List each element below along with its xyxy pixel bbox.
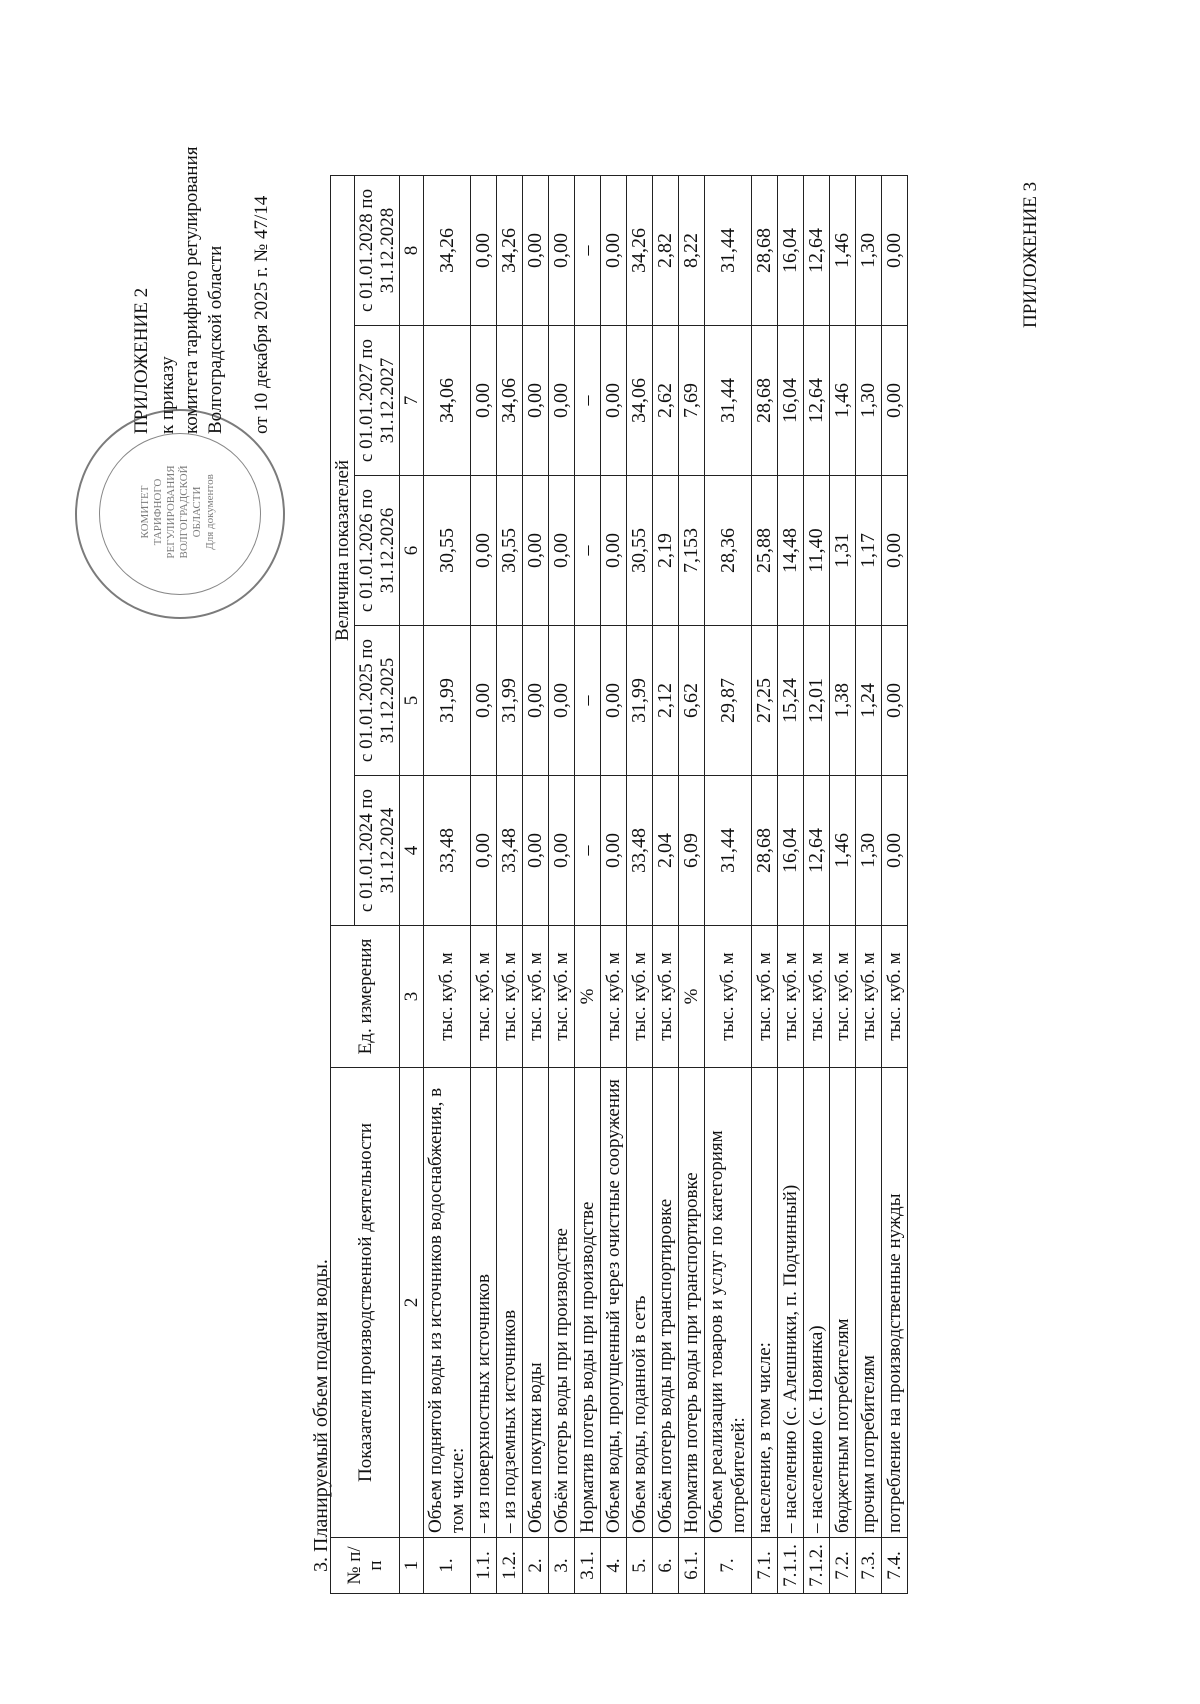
row-number: 3.	[549, 1538, 575, 1594]
row-unit: тыс. куб. м	[705, 926, 752, 1068]
row-value: 30,55	[497, 476, 523, 626]
row-unit: тыс. куб. м	[471, 926, 497, 1068]
row-label: Объем воды, пропущенный через очистные сооружения	[601, 1068, 627, 1538]
row-value: 29,87	[705, 626, 752, 776]
row-value: 27,25	[752, 626, 778, 776]
table-row	[424, 175, 471, 1593]
row-value: 31,44	[705, 175, 752, 325]
header-num: № п/п	[331, 1538, 400, 1594]
row-value: 28,68	[752, 326, 778, 476]
row-value: 0,00	[523, 326, 549, 476]
row-unit: тыс. куб. м	[549, 926, 575, 1068]
row-value: 2,04	[653, 776, 679, 926]
header-period: с 01.01.2027 по 31.12.2027	[355, 326, 400, 476]
row-unit: тыс. куб. м	[830, 926, 856, 1068]
row-value: 34,06	[497, 326, 523, 476]
table-row	[653, 175, 679, 1593]
row-unit: %	[575, 926, 601, 1068]
row-label: Объём потерь воды при производстве	[549, 1068, 575, 1538]
row-value: 1,30	[856, 326, 882, 476]
header-unit: Ед. измерения	[331, 926, 400, 1068]
row-value: 12,64	[804, 326, 830, 476]
row-value: 0,00	[549, 476, 575, 626]
table-row	[778, 175, 804, 1593]
row-value: 0,00	[471, 175, 497, 325]
row-label: Норматив потерь воды при транспортировке	[679, 1068, 705, 1538]
row-value: 34,26	[627, 175, 653, 325]
header-period: с 01.01.2028 по 31.12.2028	[355, 175, 400, 325]
seal-line: ОБЛАСТИ	[191, 486, 203, 538]
row-value: 0,00	[471, 476, 497, 626]
row-value: 1,46	[830, 175, 856, 325]
row-value: 2,12	[653, 626, 679, 776]
row-number: 7.	[705, 1538, 752, 1594]
row-number: 7.1.1.	[778, 1538, 804, 1594]
row-value: 31,44	[705, 326, 752, 476]
row-value: 28,68	[752, 175, 778, 325]
row-value: 0,00	[882, 175, 908, 325]
seal-line: КОМИТЕТ	[139, 485, 151, 539]
row-unit: тыс. куб. м	[882, 926, 908, 1068]
approval-block	[130, 134, 274, 434]
header-indicator: Показатели производственной деятельности	[331, 1068, 400, 1538]
row-label: потребление на производственные нужды	[882, 1068, 908, 1538]
row-unit: тыс. куб. м	[653, 926, 679, 1068]
table-row	[627, 175, 653, 1593]
row-value: 33,48	[424, 776, 471, 926]
row-value: 34,06	[424, 326, 471, 476]
col-number: 3	[400, 926, 424, 1068]
row-value: 16,04	[778, 175, 804, 325]
row-unit: тыс. куб. м	[497, 926, 523, 1068]
row-value: 7,69	[679, 326, 705, 476]
table-row	[601, 175, 627, 1593]
row-value: 34,06	[627, 326, 653, 476]
row-value: 34,26	[424, 175, 471, 325]
row-unit: тыс. куб. м	[778, 926, 804, 1068]
row-label: бюджетным потребителям	[830, 1068, 856, 1538]
table-row	[882, 175, 908, 1593]
row-value: 30,55	[627, 476, 653, 626]
row-label: Объем поднятой воды из источников водоснабжения, в том числе:	[424, 1068, 471, 1538]
header-values-group: Величина показателей	[331, 175, 355, 925]
row-number: 1.1.	[471, 1538, 497, 1594]
row-value: 0,00	[549, 626, 575, 776]
col-number: 5	[400, 626, 424, 776]
table-row	[523, 175, 549, 1593]
approval-line-3: Волгоградской области	[205, 245, 226, 434]
row-number: 7.2.	[830, 1538, 856, 1594]
row-value: 1,38	[830, 626, 856, 776]
row-value: 0,00	[601, 476, 627, 626]
row-value: 1,17	[856, 476, 882, 626]
row-unit: %	[679, 926, 705, 1068]
row-unit: тыс. куб. м	[627, 926, 653, 1068]
row-value: 0,00	[549, 175, 575, 325]
table-row	[549, 175, 575, 1593]
row-number: 2.	[523, 1538, 549, 1594]
row-value: 31,99	[497, 626, 523, 776]
seal-line: РЕГУЛИРОВАНИЯ	[165, 465, 177, 559]
header-period: с 01.01.2024 по 31.12.2024	[355, 776, 400, 926]
row-unit: тыс. куб. м	[752, 926, 778, 1068]
row-value: 1,24	[856, 626, 882, 776]
row-number: 7.1.	[752, 1538, 778, 1594]
row-value: 0,00	[549, 326, 575, 476]
row-number: 4.	[601, 1538, 627, 1594]
table-row	[471, 175, 497, 1593]
approval-date: от 10 декабря 2025 г. № 47/14	[251, 195, 272, 434]
row-value: 0,00	[882, 626, 908, 776]
row-value: –	[575, 626, 601, 776]
row-value: 0,00	[523, 626, 549, 776]
approval-line-2: комитета тарифного регулирования	[181, 146, 202, 434]
row-value: 0,00	[882, 326, 908, 476]
row-number: 7.1.2.	[804, 1538, 830, 1594]
row-value: 1,46	[830, 776, 856, 926]
row-value: 7,153	[679, 476, 705, 626]
row-value: 28,36	[705, 476, 752, 626]
col-number: 4	[400, 776, 424, 926]
row-value: 0,00	[523, 776, 549, 926]
table-row	[497, 175, 523, 1593]
row-label: – из подземных источников	[497, 1068, 523, 1538]
row-unit: тыс. куб. м	[804, 926, 830, 1068]
table-row	[679, 175, 705, 1593]
row-value: 12,64	[804, 175, 830, 325]
row-value: 0,00	[523, 476, 549, 626]
header-period: с 01.01.2026 по 31.12.2026	[355, 476, 400, 626]
row-value: 6,62	[679, 626, 705, 776]
row-value: 0,00	[471, 326, 497, 476]
row-number: 5.	[627, 1538, 653, 1594]
row-number: 3.1.	[575, 1538, 601, 1594]
row-label: Объём потерь воды при транспортировке	[653, 1068, 679, 1538]
seal-line: ВОЛГОГРАДСКОЙ	[178, 465, 190, 559]
row-unit: тыс. куб. м	[523, 926, 549, 1068]
table-row	[575, 175, 601, 1593]
row-value: 1,30	[856, 175, 882, 325]
row-value: 0,00	[549, 776, 575, 926]
table-row	[804, 175, 830, 1593]
col-number: 1	[400, 1538, 424, 1594]
row-label: Объем реализации товаров и услуг по категориям потребителей:	[705, 1068, 752, 1538]
col-number: 7	[400, 326, 424, 476]
row-value: 31,99	[424, 626, 471, 776]
row-value: 30,55	[424, 476, 471, 626]
row-value: 2,82	[653, 175, 679, 325]
table-row	[752, 175, 778, 1593]
row-value: 33,48	[497, 776, 523, 926]
row-value: 1,46	[830, 326, 856, 476]
row-label: прочим потребителям	[856, 1068, 882, 1538]
table-row	[830, 175, 856, 1593]
landscape-content	[0, 104, 1100, 1704]
row-value: –	[575, 175, 601, 325]
row-number: 1.	[424, 1538, 471, 1594]
row-value: 16,04	[778, 776, 804, 926]
next-annex-label: ПРИЛОЖЕНИЕ 3	[1020, 181, 1041, 328]
col-number: 8	[400, 175, 424, 325]
row-value: 0,00	[471, 626, 497, 776]
row-value: 8,22	[679, 175, 705, 325]
table-row	[856, 175, 882, 1593]
row-number: 6.1.	[679, 1538, 705, 1594]
row-value: 0,00	[601, 175, 627, 325]
row-value: 1,31	[830, 476, 856, 626]
row-value: 33,48	[627, 776, 653, 926]
row-number: 1.2.	[497, 1538, 523, 1594]
section-title: 3. Планируемый объем подачи воды.	[310, 1259, 332, 1572]
water-supply-table	[330, 175, 908, 1594]
row-value: 0,00	[601, 776, 627, 926]
header-period: с 01.01.2025 по 31.12.2025	[355, 626, 400, 776]
row-value: 28,68	[752, 776, 778, 926]
row-value: 0,00	[601, 626, 627, 776]
row-value: 1,30	[856, 776, 882, 926]
row-value: 16,04	[778, 326, 804, 476]
row-value: 31,99	[627, 626, 653, 776]
row-label: Объем воды, поданной в сеть	[627, 1068, 653, 1538]
row-value: –	[575, 476, 601, 626]
row-value: 6,09	[679, 776, 705, 926]
row-number: 6.	[653, 1538, 679, 1594]
row-label: – населению (с. Алешники, п. Подчинный)	[778, 1068, 804, 1538]
row-value: 11,40	[804, 476, 830, 626]
row-value: 2,62	[653, 326, 679, 476]
official-seal	[75, 409, 285, 619]
row-value: 12,64	[804, 776, 830, 926]
row-value: 0,00	[523, 175, 549, 325]
row-unit: тыс. куб. м	[856, 926, 882, 1068]
row-number: 7.4.	[882, 1538, 908, 1594]
row-value: 34,26	[497, 175, 523, 325]
row-label: – населению (с. Новинка)	[804, 1068, 830, 1538]
row-value: 0,00	[471, 776, 497, 926]
row-value: 12,01	[804, 626, 830, 776]
row-value: 0,00	[882, 776, 908, 926]
row-number: 7.3.	[856, 1538, 882, 1594]
seal-line: Для документов	[204, 474, 216, 550]
header-row-1	[331, 175, 355, 1593]
seal-center-text	[139, 452, 217, 572]
row-value: 2,19	[653, 476, 679, 626]
row-value: 0,00	[882, 476, 908, 626]
row-label: – из поверхностных источников	[471, 1068, 497, 1538]
row-label: Норматив потерь воды при производстве	[575, 1068, 601, 1538]
row-value: 25,88	[752, 476, 778, 626]
row-unit: тыс. куб. м	[601, 926, 627, 1068]
row-label: население, в том числе:	[752, 1068, 778, 1538]
row-value: 14,48	[778, 476, 804, 626]
row-value: 15,24	[778, 626, 804, 776]
column-numbers-row	[400, 175, 424, 1593]
col-number: 2	[400, 1068, 424, 1538]
row-value: –	[575, 326, 601, 476]
seal-line: ТАРИФНОГО	[152, 478, 164, 546]
col-number: 6	[400, 476, 424, 626]
approval-line-1: к приказу	[157, 356, 178, 434]
row-value: 31,44	[705, 776, 752, 926]
row-value: 0,00	[601, 326, 627, 476]
annex-title: ПРИЛОЖЕНИЕ 2	[131, 287, 152, 434]
row-label: Объем покупки воды	[523, 1068, 549, 1538]
row-value: –	[575, 776, 601, 926]
table-row	[705, 175, 752, 1593]
row-unit: тыс. куб. м	[424, 926, 471, 1068]
